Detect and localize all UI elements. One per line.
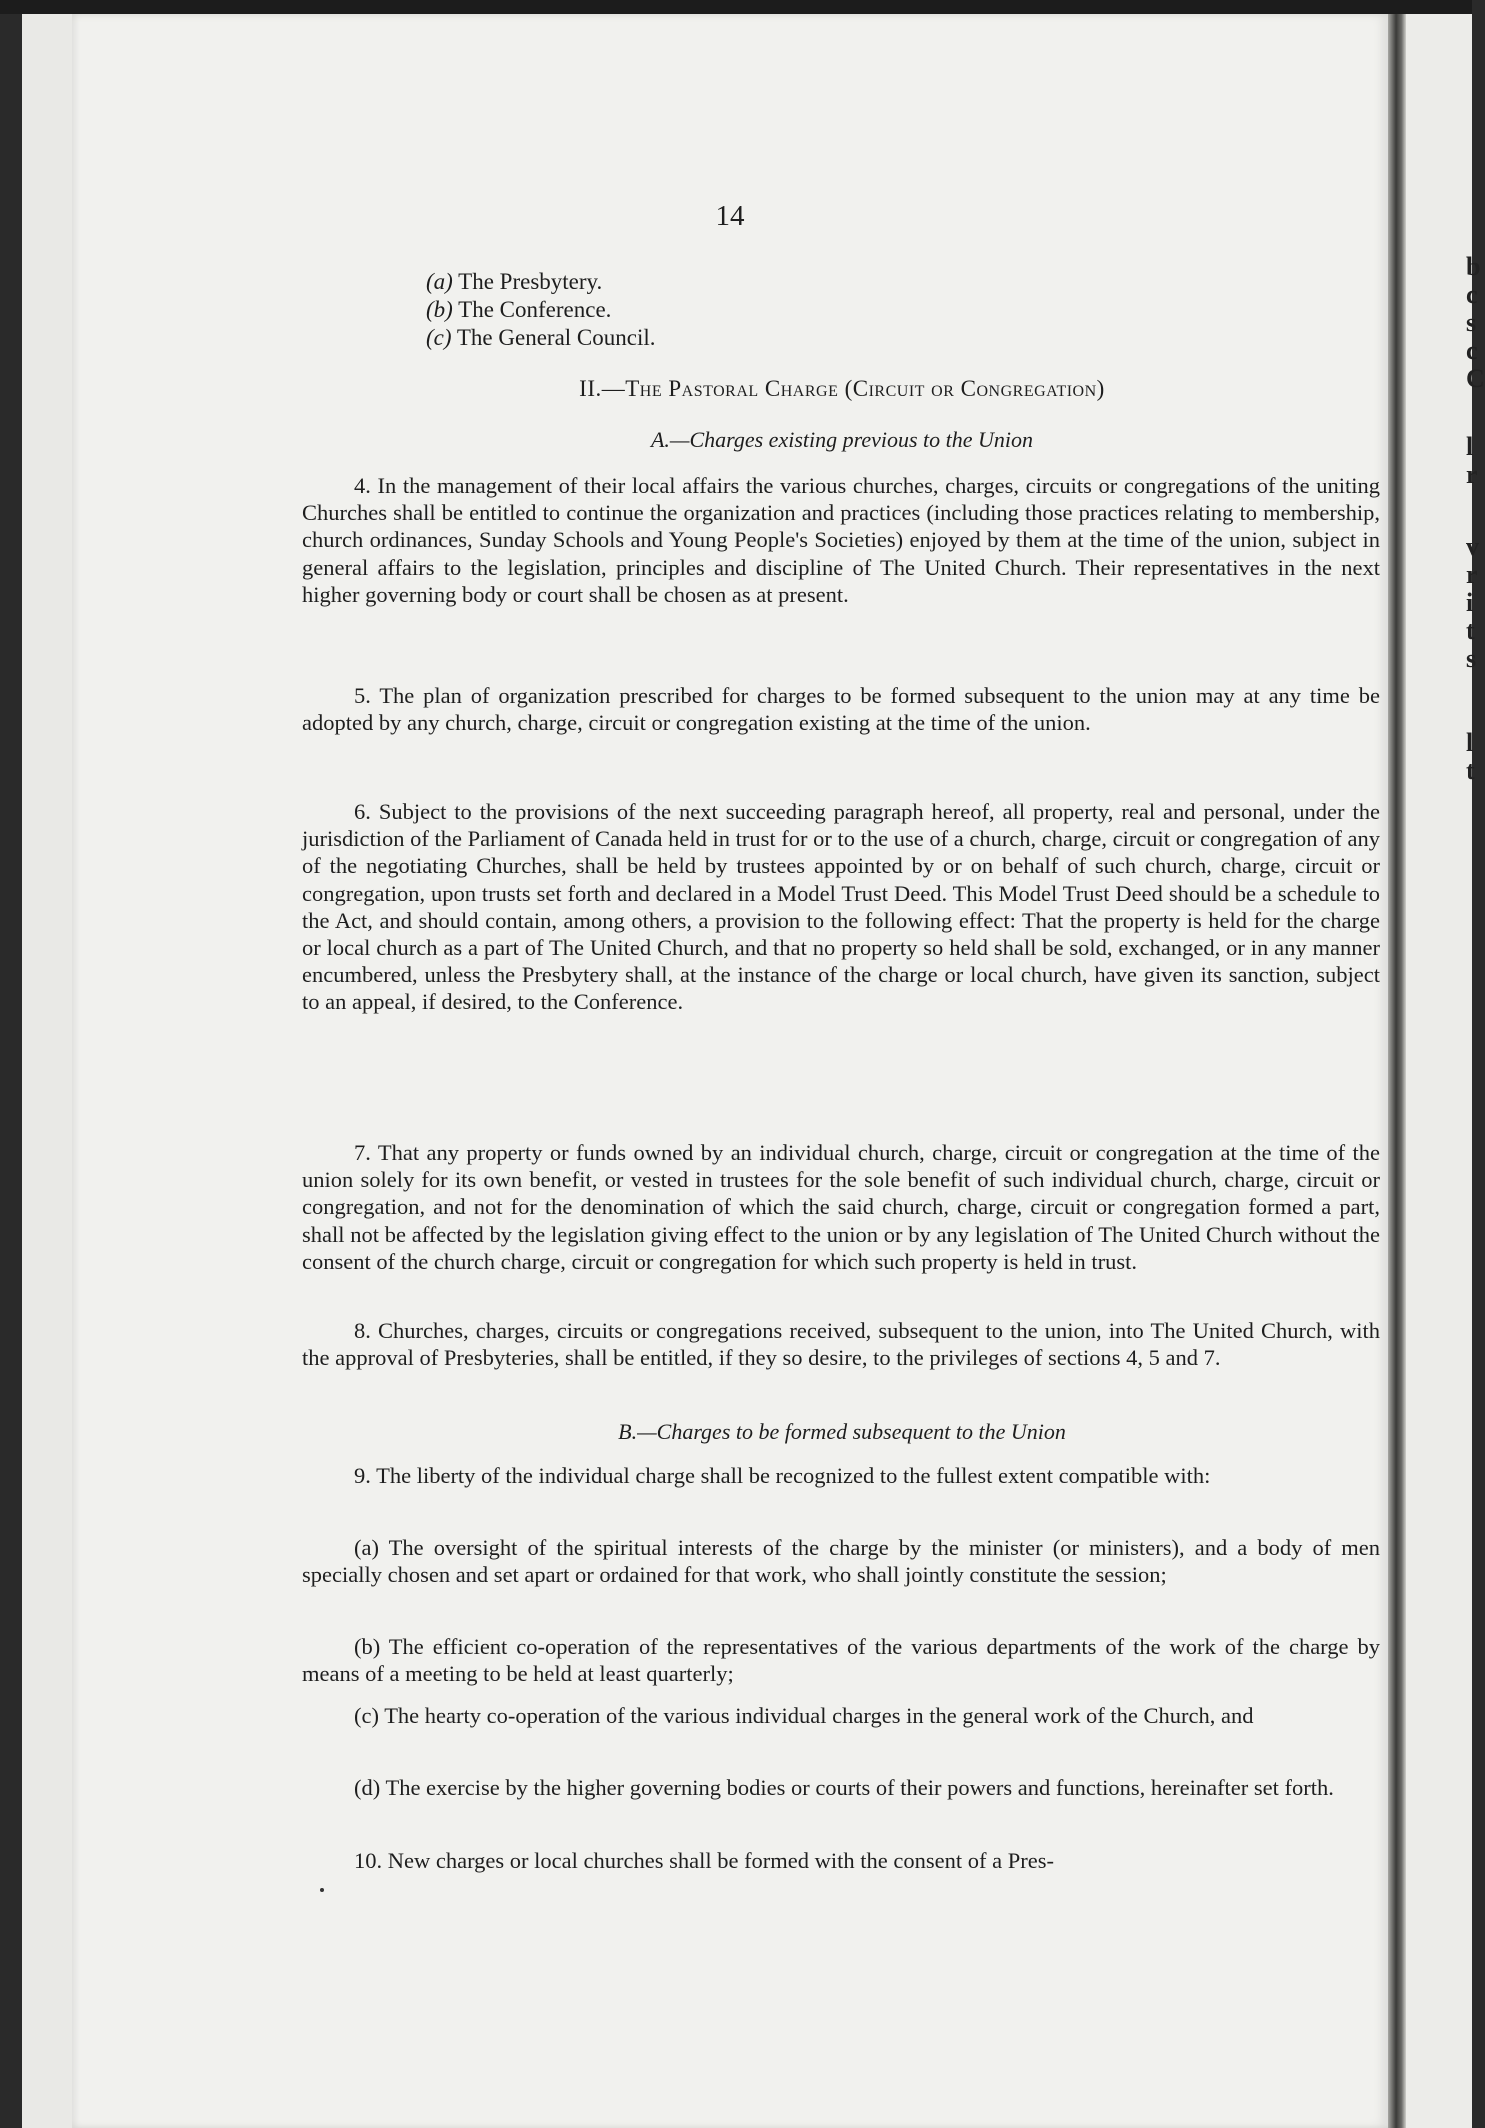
facing-letter: s — [1466, 308, 1477, 337]
facing-page-edge — [1406, 14, 1485, 2128]
scan-speck — [320, 1888, 324, 1892]
facing-letter: r — [1466, 560, 1478, 589]
paragraph-5: 5. The plan of organization prescribed for charges to be formed subsequent to the union may at any time be adopted by any church, charge, circuit or congregation existing at the time of the union. — [302, 683, 1380, 736]
facing-letter: C — [1466, 364, 1485, 393]
facing-letter: l — [1466, 432, 1474, 461]
facing-letter: s — [1466, 644, 1477, 673]
page-number: 14 — [715, 200, 745, 232]
facing-letter: r — [1466, 460, 1478, 489]
court-list — [426, 268, 656, 352]
facing-letter: c — [1466, 336, 1478, 365]
facing-letter: i — [1466, 588, 1474, 617]
paragraph-4: 4. In the management of their local affairs the various churches, charges, circuits or congregations of the uniting Churches shall be entitled to continue the organization and practices (including those practices relating to membership, church ordinances, Sunday Schools and Young People's Societies) enjoyed by them at the time of the union, subject in general affairs to the legislation, principles and discipline of The United Church. Their representatives in the next higher governing body or court shall be chosen as at present. — [302, 473, 1380, 607]
facing-letter: t — [1466, 756, 1475, 785]
document-page — [72, 14, 1388, 2128]
facing-letter: t — [1466, 616, 1475, 645]
facing-letter: c — [1466, 280, 1478, 309]
facing-letter: v — [1466, 532, 1479, 561]
paragraph-9a: (a) The oversight of the spiritual interests of the charge by the minister (or ministers), and a body of men specially chosen and set apart or ordained for that work, who shall jointly constitute the session; — [302, 1535, 1380, 1588]
facing-letter: l — [1466, 728, 1474, 757]
book-gutter — [1388, 14, 1406, 2128]
list-item: (a) The Presbytery. — [426, 269, 603, 294]
section-heading: II.—The Pastoral Charge (Circuit or Congregation) — [579, 376, 1105, 401]
scan-top-band — [0, 0, 1472, 14]
paragraph-10: 10. New charges or local churches shall be formed with the consent of a Pres- — [354, 1848, 1054, 1873]
paragraph-9c: (c) The hearty co-operation of the various individual charges in the general work of the Church, and — [354, 1703, 1254, 1728]
paragraph-9b: (b) The efficient co-operation of the representatives of the various departments of the work of the charge by means of a meeting to be held at least quarterly; — [302, 1634, 1380, 1687]
paragraph-8: 8. Churches, charges, circuits or congregations received, subsequent to the union, into The United Church, with the approval of Presbyteries, shall be entitled, if they so desire, to the privileges of sections 4, 5 and 7. — [302, 1318, 1380, 1371]
paragraph-9: 9. The liberty of the individual charge shall be recognized to the fullest extent compatible with: — [354, 1463, 1211, 1488]
paragraph-9d: (d) The exercise by the higher governing bodies or courts of their powers and functions, hereinafter set forth. — [354, 1775, 1334, 1800]
subheading-a: A.—Charges existing previous to the Union — [650, 427, 1034, 452]
subheading-b: B.—Charges to be formed subsequent to the Union — [618, 1419, 1066, 1444]
list-item: (c) The General Council. — [426, 325, 656, 350]
paragraph-6: 6. Subject to the provisions of the next succeeding paragraph hereof, all property, real and personal, under the jurisdiction of the Parliament of Canada held in trust for or to the use of a church, charge, circuit or congregation of any of the negotiating Churches, shall be held by trustees appointed by or on behalf of such church, charge, circuit or congregation, upon trusts set forth and declared in a Model Trust Deed. This Model Trust Deed should be a schedule to the Act, and should contain, among others, a provision to the following effect: That the property is held for the charge or local church as a part of The United Church, and that no property so held shall be sold, exchanged, or in any manner encumbered, unless the Presbytery shall, at the instance of the charge or local church, have given its sanction, subject to an appeal, if desired, to the Conference. — [302, 799, 1380, 1015]
list-item: (b) The Conference. — [426, 297, 612, 322]
facing-letter: b — [1466, 252, 1481, 281]
paragraph-7: 7. That any property or funds owned by an individual church, charge, circuit or congregation at the time of the union solely for its own benefit, or vested in trustees for the sole benefit of such individual church, charge, circuit or congregation, and not for the denomination of which the said church, charge, circuit or congregation formed a part, shall not be affected by the legislation giving effect to the union or by any legislation of The United Church without the consent of the church charge, circuit or congregation for which such property is held in trust. — [302, 1140, 1380, 1274]
